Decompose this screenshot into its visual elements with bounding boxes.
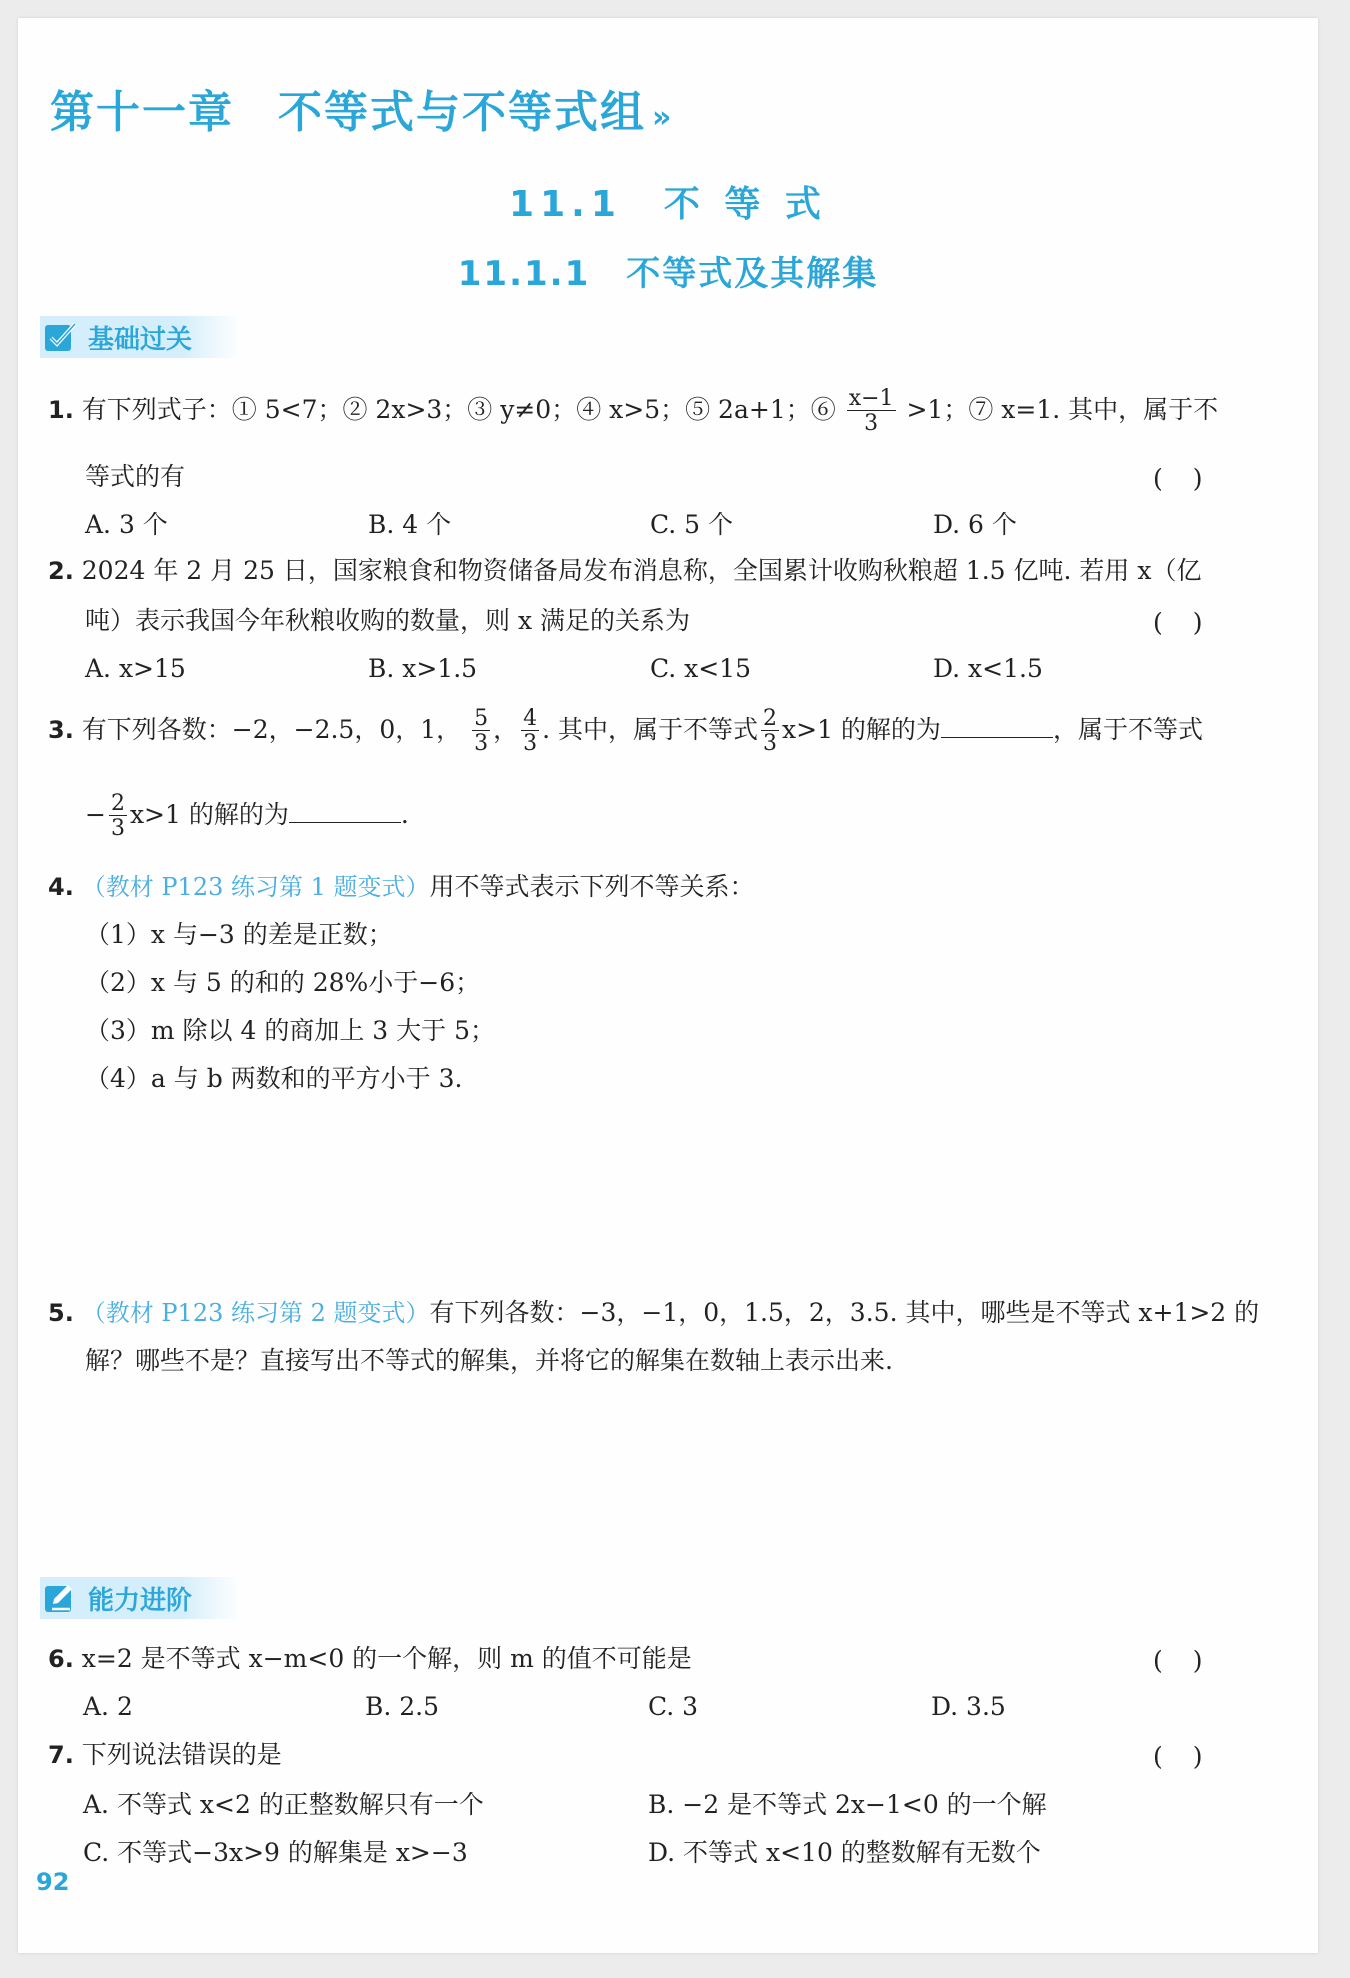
sub-question: （4）a 与 b 两数和的平方小于 3.	[85, 1064, 463, 1093]
question-number: 2.	[48, 557, 74, 585]
chapter-heading	[50, 76, 673, 140]
textbook-source: （教材 P123 练习第 1 题变式）	[81, 873, 430, 901]
answer-parentheses: ()	[1153, 1742, 1233, 1771]
option-d: D. 不等式 x<10 的整数解有无数个	[648, 1838, 1041, 1867]
section-title: 11.1 不 等 式	[509, 184, 827, 225]
question-text: x>1 的解的为	[782, 715, 941, 744]
option-c: C. x<15	[650, 654, 751, 683]
question-text: 用不等式表示下列不等关系：	[429, 872, 755, 901]
question-5	[48, 1300, 1259, 1325]
option-b: B. x>1.5	[368, 654, 478, 683]
option-b: B. 4 个	[368, 510, 452, 539]
sub-question: （1）x 与−3 的差是正数；	[85, 920, 393, 949]
basic-section-badge	[40, 316, 240, 358]
question-number: 6.	[48, 1645, 74, 1673]
answer-parentheses: ()	[1153, 464, 1233, 493]
question-3: 3. 有下列各数：−2，−2.5，0，1， $\frac{5}{3}$ ， $\frac{4}{3}$ . 其中，属于不等式 $\frac{2}{3}$ x>1 的解的为 ，属于不等式	[48, 706, 1203, 756]
question-text: 2024 年 2 月 25 日，国家粮食和物资储备局发布消息称，全国累计收购秋粮超 1.5 亿吨. 若用 x（亿	[81, 556, 1202, 585]
question-text: x>1 的解的为	[129, 800, 289, 829]
question-2	[48, 558, 1201, 583]
question-3-line-2: − $\frac{2}{3}$ x>1 的解的为 .	[85, 791, 409, 841]
option-c: C. 3	[648, 1692, 699, 1721]
question-text: 解？哪些不是？直接写出不等式的解集，并将它的解集在数轴上表示出来.	[85, 1346, 893, 1375]
question-text: 有下列式子：① 5<7；② 2x>3；③ y≠0；④ x>5；⑤ 2a+1；⑥	[81, 395, 836, 424]
answer-blank[interactable]	[941, 715, 1053, 738]
question-text: >1；⑦ x=1. 其中，属于不	[906, 395, 1219, 424]
checkbox-icon	[44, 321, 78, 353]
question-text: 有下列各数：−3，−1，0，1.5，2，3.5. 其中，哪些是不等式 x+1>2 的	[429, 1298, 1260, 1327]
textbook-page	[18, 18, 1318, 1953]
question-4	[48, 874, 755, 899]
option-d: D. 6 个	[933, 510, 1017, 539]
sub-question: （2）x 与 5 的和的 28%小于−6；	[85, 968, 481, 997]
question-text: ，属于不等式	[1052, 715, 1203, 744]
question-number: 1.	[48, 396, 74, 424]
answer-parentheses: ()	[1153, 1646, 1233, 1675]
option-a: A. x>15	[85, 654, 186, 683]
question-number: 4.	[48, 873, 74, 901]
option-c: C. 不等式−3x>9 的解集是 x>−3	[83, 1838, 468, 1867]
question-text: 等式的有	[85, 462, 186, 491]
option-a: A. 2	[83, 1692, 133, 1721]
fraction: $\frac{2}{3}$	[763, 706, 778, 756]
fraction: $\frac{2}{3}$	[110, 791, 125, 841]
fraction: $\frac{4}{3}$	[523, 706, 538, 756]
option-c: C. 5 个	[650, 510, 733, 539]
advanced-badge-label: 能力进阶	[88, 1585, 193, 1616]
answer-blank[interactable]	[289, 800, 401, 823]
option-a: A. 3 个	[85, 510, 168, 539]
question-number: 3.	[48, 716, 74, 744]
page-number: 92	[36, 1868, 70, 1896]
option-b: B. −2 是不等式 2x−1<0 的一个解	[648, 1790, 1047, 1819]
option-d: D. 3.5	[931, 1692, 1006, 1721]
advanced-section-badge	[40, 1577, 240, 1619]
basic-badge-label: 基础过关	[88, 324, 193, 355]
subsection-title: 11.1.1 不等式及其解集	[457, 254, 879, 294]
fraction: $\frac{x-1}{3}$	[848, 386, 894, 436]
chapter-number: 第十一章	[50, 87, 234, 138]
question-7	[48, 1742, 282, 1767]
question-6	[48, 1646, 692, 1671]
option-d: D. x<1.5	[933, 654, 1043, 683]
chapter-title: 不等式与不等式组	[278, 87, 646, 138]
question-text: 下列说法错误的是	[81, 1740, 282, 1769]
question-text: . 其中，属于不等式	[542, 715, 759, 744]
question-text: x=2 是不等式 x−m<0 的一个解，则 m 的值不可能是	[81, 1644, 692, 1673]
question-text: 吨）表示我国今年秋粮收购的数量，则 x 满足的关系为	[85, 606, 690, 635]
sub-question: （3）m 除以 4 的商加上 3 大于 5；	[85, 1016, 496, 1045]
fraction: $\frac{5}{3}$	[474, 706, 489, 756]
option-b: B. 2.5	[365, 1692, 440, 1721]
question-number: 7.	[48, 1741, 74, 1769]
pencil-icon	[44, 1582, 78, 1614]
chevron-icon: »	[652, 100, 674, 135]
option-a: A. 不等式 x<2 的正整数解只有一个	[83, 1790, 484, 1819]
question-1	[48, 388, 1218, 435]
question-number: 5.	[48, 1299, 74, 1327]
answer-parentheses: ()	[1153, 608, 1233, 637]
question-text: 有下列各数：−2，−2.5，0，1，	[81, 715, 462, 744]
textbook-source: （教材 P123 练习第 2 题变式）	[81, 1299, 430, 1327]
